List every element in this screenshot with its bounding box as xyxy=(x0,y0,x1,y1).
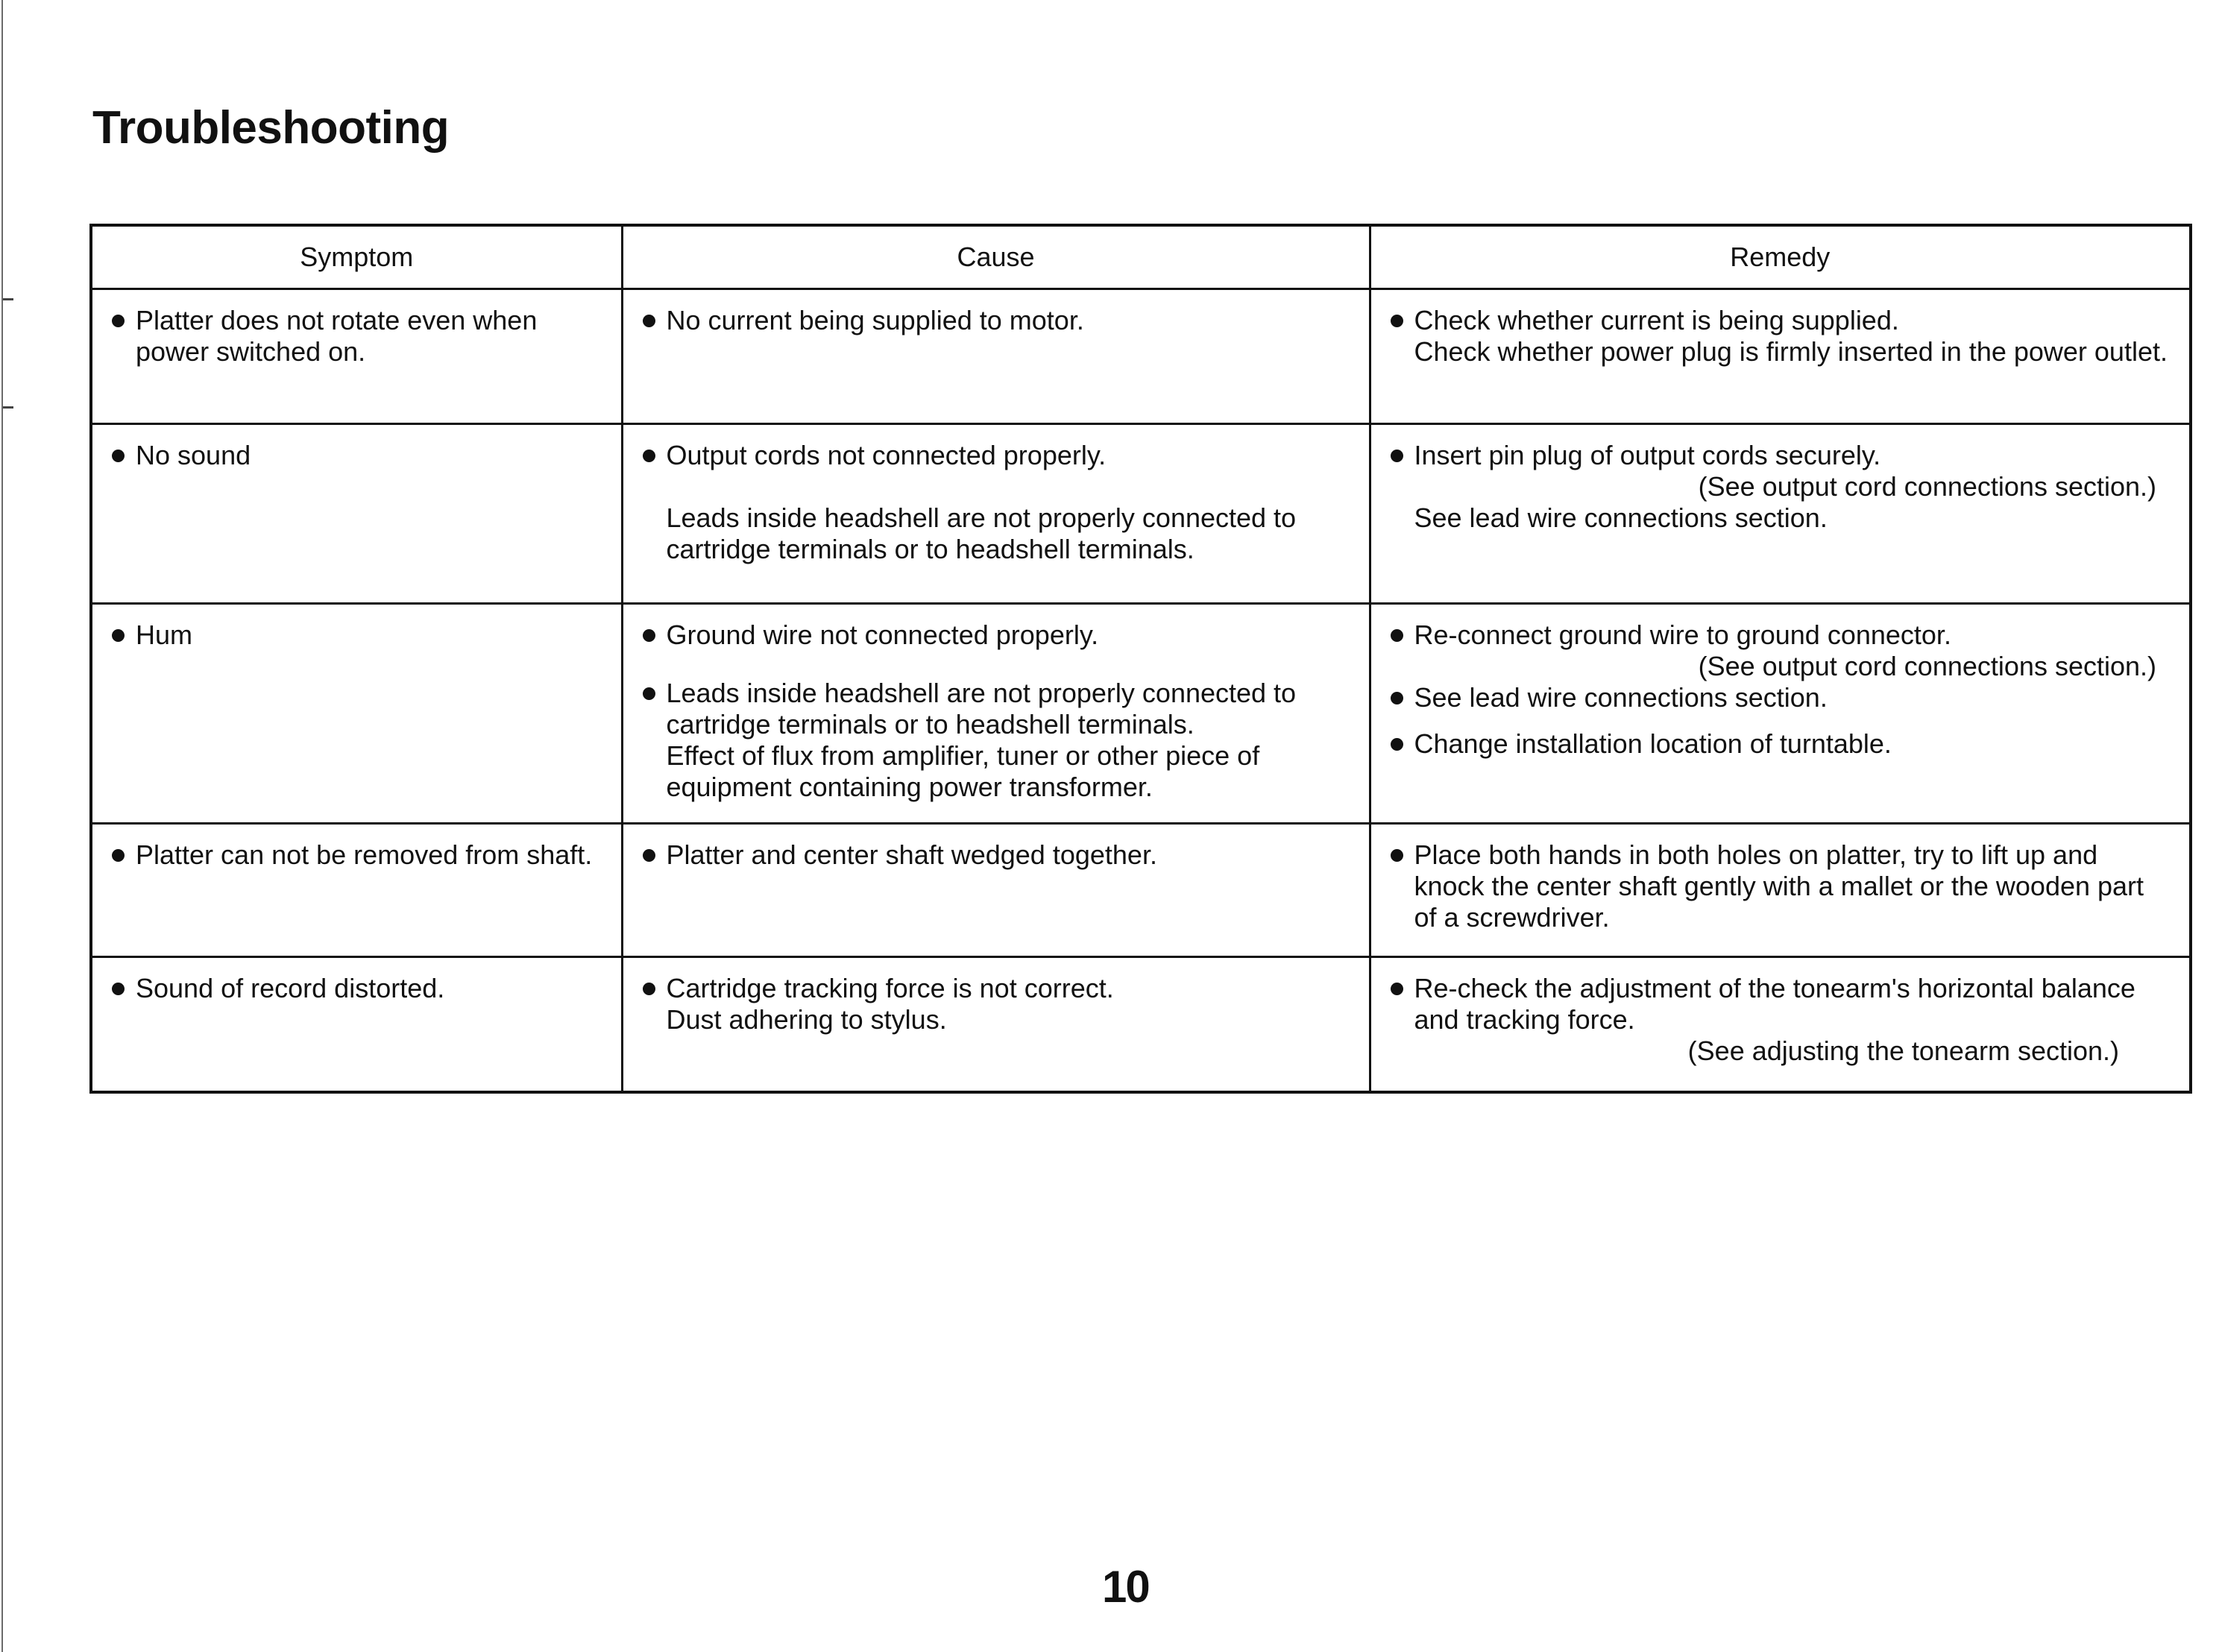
cause-cell xyxy=(622,424,1370,604)
remedy-text: See lead wire connections section. xyxy=(1414,502,1828,533)
table-row xyxy=(91,424,2191,604)
symptom-text: Hum xyxy=(112,620,603,651)
cause-text: Leads inside headshell are not properly connected to cartridge terminals or to headshell terminals. xyxy=(666,502,1297,564)
cause-cell xyxy=(622,957,1370,1093)
remedy-reference: (See output cord connections section.) xyxy=(1698,651,2156,681)
remedy-text: Re-connect ground wire to ground connector. xyxy=(1391,620,2172,651)
remedy-cell xyxy=(1370,289,2191,424)
cause-text: Output cords not connected properly. xyxy=(643,440,1351,471)
symptom-text: Platter does not rotate even when power switched on. xyxy=(112,305,603,368)
table-header-row xyxy=(91,225,2191,289)
page-number: 10 xyxy=(1102,1562,1149,1612)
remedy-text: Check whether power plug is firmly inserted in the power outlet. xyxy=(1414,336,2168,367)
symptom-cell xyxy=(91,289,622,424)
header-symptom: Symptom xyxy=(91,225,622,289)
symptom-text: No sound xyxy=(112,440,603,471)
symptom-cell xyxy=(91,604,622,824)
binding-margin-line xyxy=(1,0,3,1652)
table-row xyxy=(91,957,2191,1093)
cause-text: No current being supplied to motor. xyxy=(643,305,1351,336)
remedy-cell xyxy=(1370,824,2191,957)
cause-cell xyxy=(622,824,1370,957)
remedy-text: See lead wire connections section. xyxy=(1391,682,2172,713)
symptom-cell xyxy=(91,824,622,957)
remedy-text: Re-check the adjustment of the tonearm's horizontal balance and tracking force. xyxy=(1391,973,2172,1035)
troubleshooting-table xyxy=(89,224,2192,1094)
remedy-reference: (See adjusting the tonearm section.) xyxy=(1687,1035,2119,1066)
margin-tick xyxy=(3,298,13,300)
margin-tick xyxy=(3,406,13,409)
table-row xyxy=(91,289,2191,424)
cause-text: Platter and center shaft wedged together. xyxy=(643,839,1351,871)
remedy-text: Insert pin plug of output cords securely. xyxy=(1391,440,2172,471)
cause-text: Effect of flux from amplifier, tuner or other piece of equipment containing power transformer. xyxy=(666,740,1260,802)
remedy-text: Check whether current is being supplied. xyxy=(1391,305,2172,336)
cause-cell xyxy=(622,289,1370,424)
symptom-cell xyxy=(91,957,622,1093)
symptom-cell xyxy=(91,424,622,604)
cause-text: Leads inside headshell are not properly connected to cartridge terminals or to headshell terminals. xyxy=(643,678,1351,740)
page-title: Troubleshooting xyxy=(92,102,450,154)
cause-text: Cartridge tracking force is not correct. xyxy=(643,973,1351,1004)
remedy-reference: (See output cord connections section.) xyxy=(1698,471,2156,502)
remedy-cell xyxy=(1370,424,2191,604)
remedy-text: Change installation location of turntable. xyxy=(1391,728,2172,760)
header-cause: Cause xyxy=(622,225,1370,289)
table-row xyxy=(91,824,2191,957)
cause-text: Ground wire not connected properly. xyxy=(643,620,1351,651)
header-remedy: Remedy xyxy=(1370,225,2191,289)
cause-text: Dust adhering to stylus. xyxy=(666,1004,947,1035)
remedy-cell xyxy=(1370,957,2191,1093)
symptom-text: Platter can not be removed from shaft. xyxy=(112,839,603,871)
remedy-text: Place both hands in both holes on platter, try to lift up and knock the center shaft gently with a mallet or the wooden part of a screwdriver. xyxy=(1391,839,2172,933)
cause-cell xyxy=(622,604,1370,824)
symptom-text: Sound of record distorted. xyxy=(112,973,603,1004)
remedy-cell xyxy=(1370,604,2191,824)
table-row xyxy=(91,604,2191,824)
